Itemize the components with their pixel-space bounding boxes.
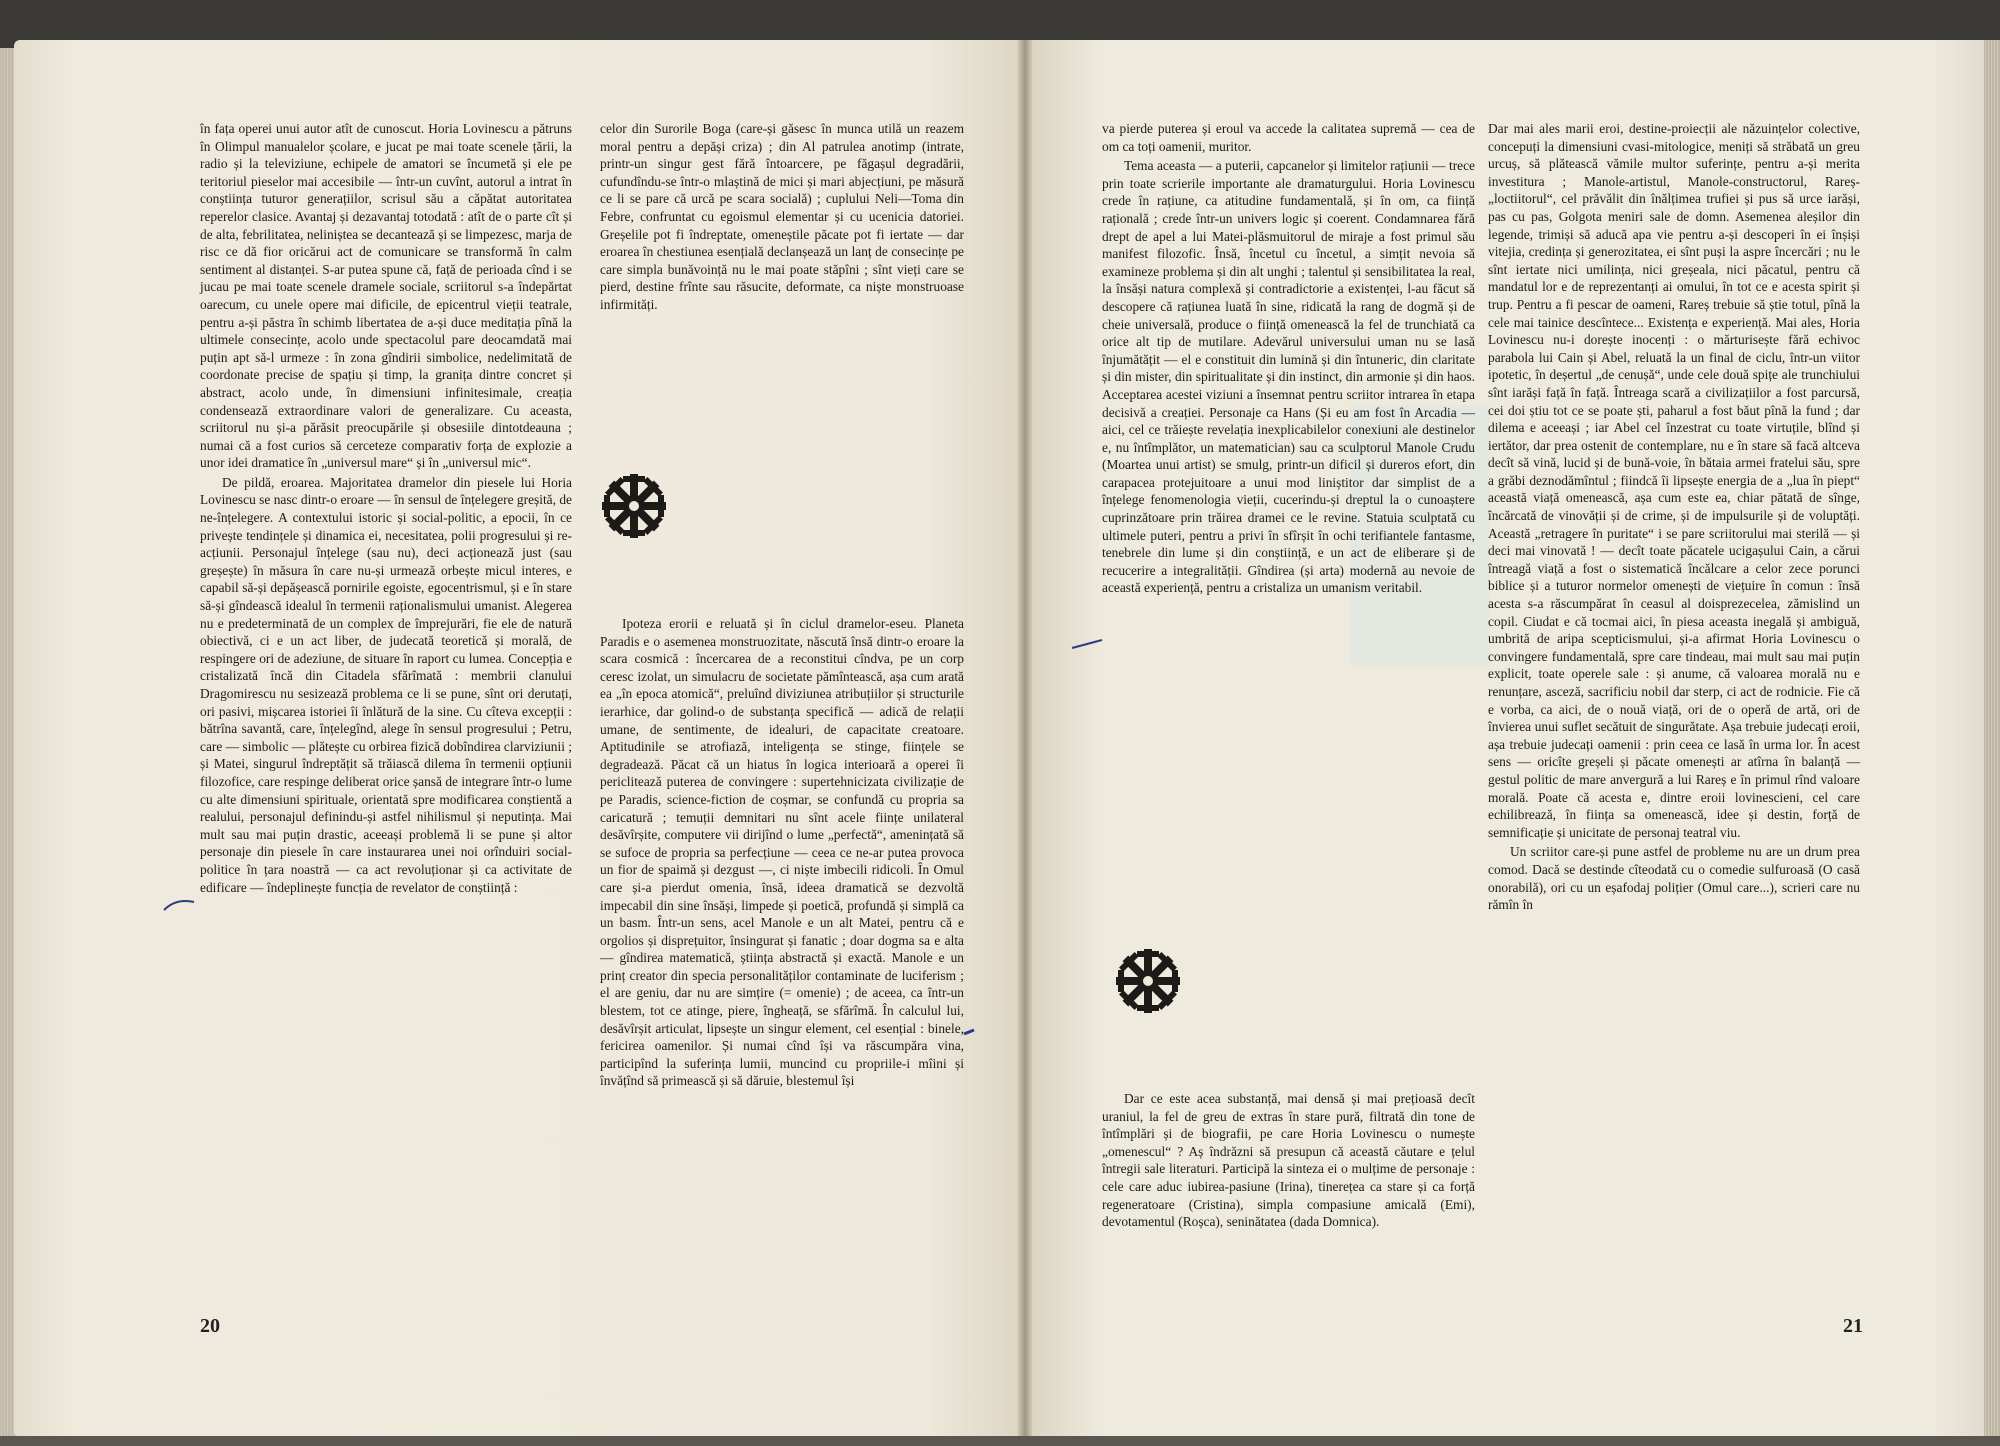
page-number-left: 20 [200, 1315, 220, 1337]
ornament-snowflake-icon [1112, 945, 1184, 1017]
pencil-mark [162, 896, 196, 914]
paragraph: Un scriitor care-și pune astfel de probleme nu are un drum prea comod. Dacă se destinde cîteodată cu o comedie sulfuroasă (O casă onorabilă), ori cu un eșafodaj polițier (Omul care...), scrieri care nu rămîn în [1488, 844, 1860, 913]
right-page-column-2 [1488, 120, 1860, 916]
left-page-column-2-bottom [600, 615, 964, 1092]
book-gutter [1018, 40, 1032, 1436]
paragraph: Ipoteza erorii e reluată și în ciclul dramelor-eseu. Planeta Paradis e o asemenea monstruozitate, născută însă dintr-o eroare la scara cosmică : încercarea de a reconstitui cîndva, pe un corp ceresc izolat, un simulacru de societate pămîntească, așa cum arată ea „în epoca atomică“, preluînd diviziunea atribuțiilor și structurile ierarhice, dar golind-o de substanța specifică — adică de relații umane, de sentimente, de idealuri, de capacitate creatoare. Aptitudinile se atrofiază, inteligența se stinge, ființele se degradează. Păcat că un hiatus în logica interioară a operei îi periclitează puterea de convingere : supertehnicizata civilizație de pe Paradis, science-fiction de coșmar, se confundă cu propria sa caricatură ; temuții demnitari nu sînt acele ființe unilateral desăvîrșite, computere vii dirijînd o lume „perfectă“, amenințată să se sufoce de propria sa perfecțiune — ceea ce ne-ar putea provoca un fior de spaimă și dezgust —, ci niște imbecili ridicoli. În Omul care și-a pierdut omenia, însă, ideea dramatică se dezvoltă impecabil din sine însăși, limpede și poetică, profundă și simplă ca un basm. Într-un sens, acel Manole e un alt Matei, pentru că e orgolios și disprețuitor, însingurat și fanatic ; doar dogma sa e alta — gîndirea matematică, știința abstractă și exactă. Manole e un prinț creator din specia personalităților contaminate de luciferism ; el are geniu, dar nu are simțire (= omenie) ; de aceea, ca într-un blestem, tot ce atinge, piere, îngheață, se sfărîmă. În calculul lui, desăvîrșit articulat, lipsește un singur element, cel esențial : binele, fericirea oamenilor. Și numai cînd își va răscumpăra vina, participînd la suferința lumii, muncind cu propriile-i mîini și învățînd să primească și să dăruie, blestemul își [600, 616, 964, 1089]
paragraph: Tema aceasta — a puterii, capcanelor și limitelor rațiunii — trece prin toate scrierile importante ale dramaturgului. Horia Lovinescu crede în rațiune, ca atitudine fundamentală, și în om, ca ființă rațională ; crede într-un univers logic și coerent. Condamnarea fără drept de apel a lui Matei-plăsmuitorul de miraje a fost primul său manifest filozofic. Însă, încetul cu încetul, a simțit nevoia să examineze problema și din alt unghi ; talentul și sensibilitatea la real, la însăși natura complexă și contradictorie a existenței, l-au făcut să descopere că rațiunea luată în sine, ridicată la rang de dogmă și de cheie universală, produce o ființă omenească la fel de trunchiată ca orice alt tip de mutilare. Adevărul universului uman nu se lasă înjumătățit — el e constituit din lumină și din întuneric, din claritate și din mister, din spiritualitate și din instinct, din armonie și din haos. Acceptarea acestei viziuni a însemnat pentru scriitor intrarea în etapa decisivă a creației. Personaje ca Hans (Și eu am fost în Arcadia — aici, cel ce trăiește revelația inexplicabilelor conexiuni ale destinelor e, nu întîmplător, un matematician) sau ca sculptorul Manole Crudu (Moartea unui artist) se smulg, printr-un dificil și dureros efort, din carapacea protejuitoare a unui mod liniștitor dar simplist de a înțelege fenomenologia vieții, cucerindu-și dreptul la o cunoaștere cuprinzătoare prin trăirea dramei ce le revine. Statuia sculptată cu ultimele puteri, pentru a privi în sfîrșit în ochi terifiantele fantasme, tenebrele din lume și din conștiință, e un act de eliberare și de recucerire a integralității. Gîndirea (și arta) modernă au nevoie de această experiență, pentru a cristaliza un umanism veritabil. [1102, 158, 1475, 596]
paragraph: De pildă, eroarea. Majoritatea dramelor din piesele lui Horia Lovinescu se nasc dintr-o eroare — în sensul de înțelegere greșită, de ne-înțelegere. A contextului istoric și social-politic, a epocii, în ce privește tendințele și dinamica ei, necesitatea, polii progresului și re-acțiunii. Personajul înțelege (sau nu), deci acționează just (sau greșește) în măsura în care nu-și urmează orbește micul interes, e capabil să-și depășească pornirile egoiste, egocentrismul, și e în stare să-și gîndească idealul în termenii raționalismului umanist. Alegerea nu e predeterminată de un complex de împrejurări, fie ele de natură obiectivă, ci e un act liber, de judecată teoretică și morală, de respingere ori de adeziune, de situare în raport cu lumea. Concepția e cristalizată încă din Citadela sfărîmată : membrii clanului Dragomirescu nu sesizează problema ce li se pune, sînt ori derutați, ori pasivi, mișcarea istoriei îi înlătură de la sine. Cu cîteva excepții : bătrîna savantă, care, înțelegînd, alege în sensul progresului ; Petru, care — simbolic — plătește cu orbirea fizică dobîndirea clarviziunii ; și Matei, singurul îndreptățit să trăiască dilema în termenii opțiunii filozofice, care respinge deliberat orice șansă de integrare într-o lume cu alte dimensiuni spirituale, orientată spre modificarea conștientă a realului, personajul definindu-și astfel nihilismul și neputința. Mai mult sau mai puțin drastic, aceeași problemă li se pune și altor personaje din piesele în care instaurarea unei noi orînduiri social-politice în țara noastră — ca act revoluționar și ca activitate de edificare — îndeplinește funcția de revelator de conștiință : [200, 474, 572, 895]
paragraph: în fața operei unui autor atît de cunoscut. Horia Lovinescu a pătruns în Olimpul manualelor școlare, e jucat pe mai toate scenele țării, la radio și la televiziune, echipele de amatori se încumetă și ele pe teritoriul pieselor mai accesibile — într-un cuvînt, autorul a intrat în conștiința tuturor generațiilor, scrisul său a căpătat autoritatea reperelor clasice. Avantaj și dezavantaj totodată : atît de o parte cît și de alta, febrilitatea, neliniștea se decantează și se limpezesc, marja de risc ce dă fior oricărui act de comunicare se transformă în calm sentiment al distanței. S-ar putea spune că, față de perioada cînd i se jucau pe mai toate scenele dramele sociale, scriitorul s-a îndepărtat oarecum, cu unele opere mai dificile, de epicentrul vieții teatrale, pentru a-și păstra în schimb libertatea de a-și duce meditația pînă la ultimele consecințe, acolo unde spectacolul pare deocamdată mai puțin apt să-l urmeze : în zona gîndirii simbolice, nedelimitată de coordonate precise de spațiu și timp, la granița dintre concret și abstract, acolo unde, în dimensiuni infinitesimale, creația condensează extraordinare valori de generalizare. Cu aceasta, scriitorul nu și-a părăsit preocupările și obsesiile dintotdeauna ; numai că a fost curios să cerceteze comparativ forța de explozie a unor idei dramatice în „universul mare“ și în „universul mic“. [200, 121, 572, 471]
paragraph: va pierde puterea și eroul va accede la calitatea supremă — cea de om ca toți oamenii, muritor. [1102, 121, 1475, 154]
paragraph: Dar mai ales marii eroi, destine-proiecții ale năzuințelor colective, concepuți la dimensiuni cvasi-mitologice, meniți să străbată un greu urcuș, să plătească vămile multor suferințe, pentru a-și merita investitura ; Manole-artistul, Manole-constructorul, Rareș-„loctiitorul“, cel prăvălit din înălțimea trufiei și pus să urce iarăși, pas cu pas, Golgota meniri sale de domn. Asemenea aleșilor din legende, trimiși să aducă apa vie pentru a-și descoperi în ei înșiși vitejia, credința și generozitatea, ei sînt puși la aspre încercări ; nu le sînt iertate nici umilința, nici greșeala, nici păcatul, pentru că mandatul lor e de reprezentanți ai omului, în tot ce e acesta spirit și trup. Pentru a fi pescar de oameni, Rareș trebuie să știe totul, pînă la cele mai tainice descîntece... Existența e experiență. Mai ales, Horia Lovinescu nu-i dorește inocenți : o mărturisește fără echivoc parabola lui Cain și Abel, reluată la un final de ciclu, într-un viitor ipotetic, în deșertul „de cenușă“, unde cele două spițe ale trunchiului sînt iarăși față în față. Întreaga scară a civilizațiilor a fost parcursă, cei doi știu tot ce se poate ști, paharul a fost băut pînă la fund ; dar dilema e aceeași ; iar Abel cel înzestrat cu toate virtuțile, blînd și iertător, dar prea ostenit de contemplare, nu e în stare să facă altceva decît să vină, lucid și de bună-voie, în bătaia armei fratelui său, spre a grăbi deznodămîntul ; fiindcă îi lipsește energia de a „lua în piept“ această viață omenească, așa cum este ea, chiar pătată de sînge, încărcată de vinovății și de crime, și de impulsurile și de voluptăți. Această „retragere în puritate“ i se pare scriitorului mai sterilă — și deci mai vinovată ! — decît toate păcatele ucigașului Cain, a cărui întreagă viață a fost o sistematică încălcare a celor zece porunci biblice și a tuturor normelor omenești de viețuire în comun : însă acesta s-a răscumpărat în ceasul al doisprezecelea, zămislind un copil. Ciudat e că tocmai aici, în piesa aceasta inegală și ambiguă, umbrită de aripa scepticismului, și-a afirmat Horia Lovinescu o convingere fundamentală, spre care tindeau, mai mult sau mai puțin explicit, toate operele sale : și anume, că valoarea morală nu e renunțare, asceză, sacrificiu nobil dar sterp, ci act de rodnicie. Fie că e vorba, ca aici, de o nouă viață, ori de o operă de artă, ori de învierea unui suflet secătuit de singurătate. Așa trebuie judecați eroii, așa trebuie judecați oamenii : prin ceea ce lasă în urma lor. În acest sens — oricîte greșeli și păcate omenești ar atîrna în balanță — gestul politic de mare anvergură a lui Rareș e în primul rînd valoare morală. Poate că acesta e, dintre eroii lovinescieni, cel care echilibrează, în ființa sa omenească, idee și destin, forță de semnificație și unicitate de personaj teatral viu. [1488, 121, 1860, 840]
paragraph: celor din Surorile Boga (care-și găsesc în munca utilă un reazem moral pentru a depăși criza) ; din Al patrulea anotimp (intrate, printr-un singur gest fără întoarcere, pe făgașul degradării, cufundîndu-se într-o mlaștină de mici și mari abjecțiuni, pe măsură ce li se pare că urcă pe scara socială) ; cuplului Neli—Toma din Febre, confruntat cu egoismul elementar și cu ucenicia datoriei. Greșelile pot fi îndreptate, omeneștile păcate pot fi iertate — dar eroarea în chestiunea esențială declanșează un lanț de consecințe pe care simpla bunăvoință nu le mai poate stăpîni ; sînt vieți care se pierd, destine frînte sau răsucite, deformate, ca niște monstruoase infirmități. [600, 121, 964, 312]
right-page-column-1-bottom [1102, 1090, 1475, 1233]
right-page-edges [1984, 40, 2000, 1436]
left-page-column-2-top [600, 120, 964, 316]
paragraph: Dar ce este acea substanță, mai densă și mai prețioasă decît uraniul, la fel de greu de extras în stare pură, filtrată din tone de întîmplări și de biografii, pe care Horia Lovinescu o numește „omenescul“ ? Aș îndrăzni să presupun că această căutare e țelul întregii sale literaturi. Participă la sinteza ei o mulțime de personaje : cele care aduc iubirea-pasiune (Irina), tinerețea ca stare și ca forță regeneratoare (Cristina), simpla compasiune amicală (Emi), devotamentul (Roșca), seninătatea (dada Domnica). [1102, 1091, 1475, 1230]
right-page-column-1-top [1102, 120, 1475, 599]
pencil-mark [1070, 636, 1104, 652]
left-page-column-1 [200, 120, 572, 898]
pencil-mark [962, 1026, 976, 1038]
page-number-right: 21 [1843, 1315, 1863, 1337]
ornament-snowflake-icon [598, 470, 670, 542]
